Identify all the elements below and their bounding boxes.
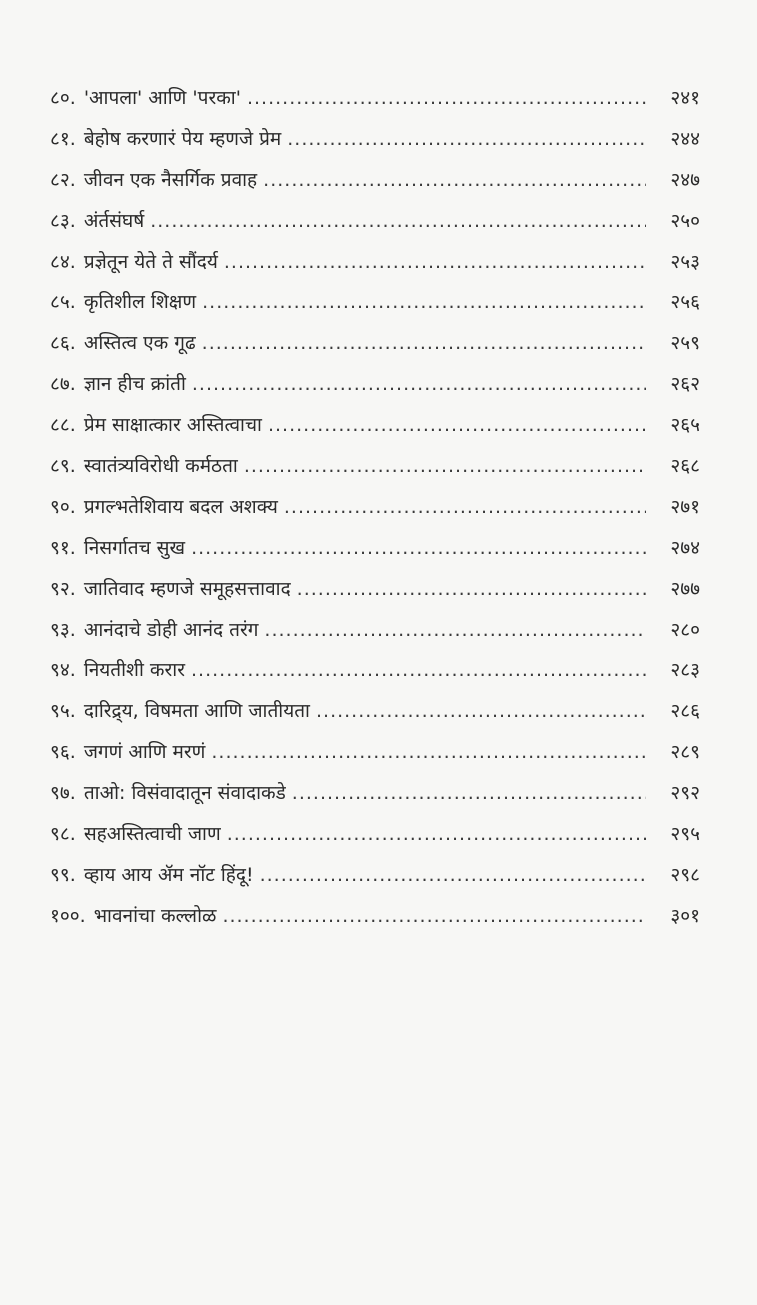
chapter-title: प्रज्ञेतून येते ते सौंदर्य	[83, 250, 218, 273]
dot-leader	[150, 209, 646, 233]
chapter-number: ८२.	[50, 168, 76, 191]
page-number: २६८	[670, 455, 700, 478]
toc-entry	[50, 209, 700, 250]
page-number: २४१	[670, 87, 700, 109]
toc-entry	[50, 168, 700, 209]
chapter-number: ८४.	[50, 250, 76, 273]
page-number: २७७	[670, 577, 700, 600]
chapter-title: प्रेम साक्षात्कार अस्तित्वाचा	[83, 414, 262, 437]
page-number: २८०	[670, 618, 700, 641]
dot-leader	[211, 740, 646, 764]
dot-leader	[202, 290, 646, 314]
dot-leader	[284, 495, 646, 519]
toc-entry	[50, 290, 700, 331]
page-number: ३०१	[670, 904, 700, 927]
toc-entry	[50, 331, 700, 372]
dot-leader	[222, 904, 646, 928]
dot-leader	[224, 250, 646, 274]
toc-entry	[50, 495, 700, 536]
chapter-title: कृतिशील शिक्षण	[83, 291, 197, 314]
toc-entry	[50, 699, 700, 740]
chapter-number: ९४.	[50, 659, 76, 682]
dot-leader	[202, 331, 646, 355]
toc-entry	[50, 413, 700, 454]
dot-leader	[287, 127, 646, 151]
chapter-number: ९२.	[50, 577, 76, 600]
page-number: २४७	[670, 168, 700, 191]
chapter-title: भावनांचा कल्लोळ	[93, 904, 217, 927]
chapter-title: 'आपला' आणि 'परका'	[83, 87, 241, 109]
page-number: २९५	[670, 823, 700, 846]
chapter-number: ८१.	[50, 127, 76, 150]
toc-entry	[50, 577, 700, 618]
chapter-title: सहअस्तित्वाची जाण	[83, 823, 221, 846]
dot-leader	[292, 781, 646, 805]
chapter-number: ८६.	[50, 332, 76, 355]
chapter-title: जीवन एक नैसर्गिक प्रवाह	[83, 168, 258, 191]
dot-leader	[268, 413, 646, 437]
toc-entry	[50, 781, 700, 822]
dot-leader	[247, 86, 646, 110]
toc-entry	[50, 86, 700, 127]
chapter-number: ८०.	[50, 87, 76, 109]
page-number: २९८	[670, 863, 700, 886]
toc-entry	[50, 127, 700, 168]
chapter-title: नियतीशी करार	[83, 659, 185, 682]
chapter-number: ९५.	[50, 700, 76, 723]
page-number: २८३	[670, 659, 700, 682]
dot-leader	[260, 863, 646, 887]
toc-entry	[50, 250, 700, 291]
toc-entry	[50, 536, 700, 577]
page-number: २५०	[670, 209, 700, 232]
toc-entry	[50, 454, 700, 495]
toc-entry	[50, 658, 700, 699]
dot-leader	[244, 454, 646, 478]
page-number: २८९	[670, 741, 700, 764]
chapter-title: जातिवाद म्हणजे समूहसत्तावाद	[83, 577, 291, 600]
page-number: २५९	[670, 332, 700, 355]
dot-leader	[297, 577, 646, 601]
page-number: २९२	[670, 782, 700, 805]
dot-leader	[264, 618, 646, 642]
toc-entry	[50, 740, 700, 781]
chapter-number: ९९.	[50, 863, 76, 886]
page-number: २७१	[670, 495, 700, 518]
page-number: २८६	[670, 700, 700, 723]
chapter-number: ८८.	[50, 414, 76, 437]
toc-entry	[50, 904, 700, 945]
chapter-title: स्वातंत्र्यविरोधी कर्मठता	[83, 455, 238, 478]
toc-entry	[50, 618, 700, 659]
chapter-title: बेहोष करणारं पेय म्हणजे प्रेम	[83, 127, 282, 150]
chapter-number: ८७.	[50, 373, 76, 396]
chapter-number: ९३.	[50, 618, 76, 641]
dot-leader	[191, 658, 646, 682]
dot-leader	[316, 699, 646, 723]
chapter-title: जगणं आणि मरणं	[83, 741, 206, 764]
table-of-contents	[50, 86, 700, 945]
chapter-number: ९०.	[50, 495, 76, 518]
chapter-title: अंर्तसंघर्ष	[83, 209, 145, 232]
chapter-title: आनंदाचे डोही आनंद तरंग	[83, 618, 259, 641]
chapter-number: ८३.	[50, 209, 76, 232]
chapter-title: दारिद्र्य, विषमता आणि जातीयता	[83, 700, 310, 723]
chapter-title: ज्ञान हीच क्रांती	[83, 373, 186, 396]
page-number: २६५	[670, 414, 700, 437]
chapter-title: ताओ: विसंवादातून संवादाकडे	[83, 782, 286, 805]
chapter-number: ९१.	[50, 536, 76, 559]
toc-entry	[50, 372, 700, 413]
chapter-title: निसर्गातच सुख	[83, 536, 186, 559]
chapter-title: अस्तित्व एक गूढ	[83, 332, 196, 355]
chapter-number: ९८.	[50, 823, 76, 846]
chapter-number: ८९.	[50, 455, 76, 478]
page-number: २५३	[670, 250, 700, 273]
chapter-title: प्रगल्भतेशिवाय बदल अशक्य	[83, 495, 278, 518]
toc-entry	[50, 822, 700, 863]
dot-leader	[263, 168, 646, 192]
dot-leader	[191, 536, 646, 560]
page-number: २६२	[670, 373, 700, 396]
chapter-title: व्हाय आय ॲम नॉट हिंदू!	[83, 863, 254, 886]
chapter-number: ९६.	[50, 741, 76, 764]
dot-leader	[227, 822, 646, 846]
dot-leader	[192, 372, 646, 396]
toc-entry	[50, 863, 700, 904]
chapter-number: ९७.	[50, 782, 76, 805]
chapter-number: १००.	[50, 904, 86, 927]
page-number: २५६	[670, 291, 700, 314]
chapter-number: ८५.	[50, 291, 76, 314]
page-number: २४४	[670, 127, 700, 150]
page-number: २७४	[670, 536, 700, 559]
